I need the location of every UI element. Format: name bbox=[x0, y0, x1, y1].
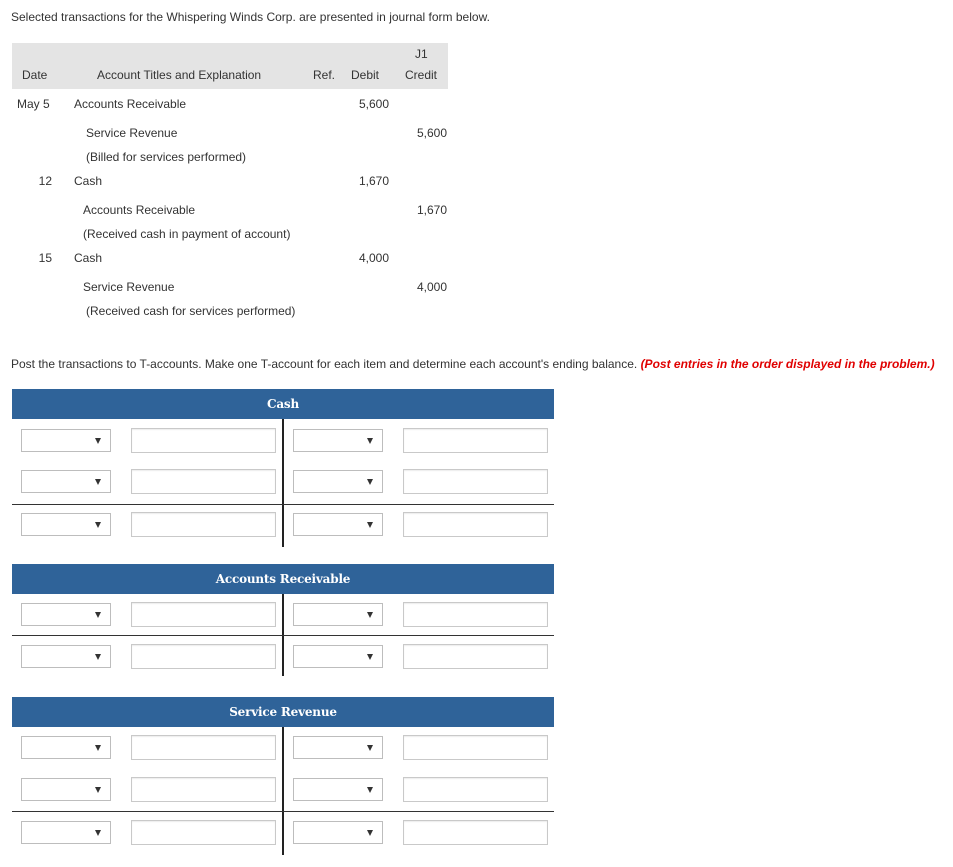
instruction-text bbox=[11, 357, 935, 371]
credit-amount-input[interactable] bbox=[403, 602, 548, 627]
instruction-main: Post the transactions to T-accounts. Make one T-account for each item and determine each account's ending balance. bbox=[11, 357, 641, 371]
balance-debit-select[interactable] bbox=[21, 513, 111, 536]
journal-credit: 1,670 bbox=[416, 203, 447, 217]
taccount-divider bbox=[282, 419, 284, 547]
journal-explanation: (Received cash for services performed) bbox=[86, 304, 296, 318]
dropdown-arrow-icon bbox=[95, 438, 101, 444]
debit-amount-input[interactable] bbox=[131, 777, 276, 802]
balance-credit-select[interactable] bbox=[293, 645, 383, 668]
debit-amount-input[interactable] bbox=[131, 428, 276, 453]
credit-date-select[interactable] bbox=[293, 778, 383, 801]
taccount-rule bbox=[12, 811, 554, 812]
taccount-cash-title: Cash bbox=[12, 389, 554, 419]
credit-date-select[interactable] bbox=[293, 429, 383, 452]
dropdown-arrow-icon bbox=[95, 787, 101, 793]
balance-credit-input[interactable] bbox=[403, 512, 548, 537]
credit-amount-input[interactable] bbox=[403, 469, 548, 494]
credit-amount-input[interactable] bbox=[403, 777, 548, 802]
journal-date: 12 bbox=[38, 174, 52, 188]
dropdown-arrow-icon bbox=[95, 830, 101, 836]
taccount-accounts-receivable-title: Accounts Receivable bbox=[12, 564, 554, 594]
balance-credit-input[interactable] bbox=[403, 644, 548, 669]
debit-date-select[interactable] bbox=[21, 470, 111, 493]
credit-date-select[interactable] bbox=[293, 470, 383, 493]
debit-date-select[interactable] bbox=[21, 736, 111, 759]
credit-date-select[interactable] bbox=[293, 603, 383, 626]
debit-date-select[interactable] bbox=[21, 429, 111, 452]
journal-header bbox=[12, 43, 448, 89]
balance-debit-input[interactable] bbox=[131, 820, 276, 845]
journal-account: Cash bbox=[74, 174, 103, 188]
journal-account: Accounts Receivable bbox=[74, 97, 187, 111]
journal-credit: 5,600 bbox=[416, 126, 447, 140]
debit-amount-input[interactable] bbox=[131, 735, 276, 760]
journal-date: May 5 bbox=[17, 97, 50, 111]
journal-col-titles: Account Titles and Explanation bbox=[97, 68, 262, 82]
debit-date-select[interactable] bbox=[21, 778, 111, 801]
dropdown-arrow-icon bbox=[367, 612, 373, 618]
balance-credit-select[interactable] bbox=[293, 821, 383, 844]
credit-date-select[interactable] bbox=[293, 736, 383, 759]
dropdown-arrow-icon bbox=[367, 479, 373, 485]
journal-debit: 4,000 bbox=[358, 251, 389, 265]
credit-amount-input[interactable] bbox=[403, 735, 548, 760]
journal-debit: 5,600 bbox=[358, 97, 389, 111]
dropdown-arrow-icon bbox=[367, 438, 373, 444]
balance-credit-select[interactable] bbox=[293, 513, 383, 536]
dropdown-arrow-icon bbox=[367, 654, 373, 660]
debit-amount-input[interactable] bbox=[131, 469, 276, 494]
dropdown-arrow-icon bbox=[367, 522, 373, 528]
journal-col-credit: Credit bbox=[405, 68, 438, 82]
journal-explanation: (Received cash in payment of account) bbox=[83, 227, 291, 241]
journal-account: Service Revenue bbox=[83, 280, 175, 294]
journal-col-debit: Debit bbox=[351, 68, 380, 82]
dropdown-arrow-icon bbox=[95, 522, 101, 528]
balance-debit-input[interactable] bbox=[131, 512, 276, 537]
debit-amount-input[interactable] bbox=[131, 602, 276, 627]
journal-col-ref: Ref. bbox=[313, 68, 336, 82]
balance-debit-select[interactable] bbox=[21, 645, 111, 668]
dropdown-arrow-icon bbox=[367, 830, 373, 836]
dropdown-arrow-icon bbox=[95, 654, 101, 660]
debit-date-select[interactable] bbox=[21, 603, 111, 626]
credit-amount-input[interactable] bbox=[403, 428, 548, 453]
journal-account: Accounts Receivable bbox=[83, 203, 196, 217]
journal-explanation: (Billed for services performed) bbox=[86, 150, 247, 164]
journal-id: J1 bbox=[415, 47, 428, 61]
dropdown-arrow-icon bbox=[367, 787, 373, 793]
balance-credit-input[interactable] bbox=[403, 820, 548, 845]
intro-text: Selected transactions for the Whispering Winds Corp. are presented in journal form below. bbox=[11, 10, 490, 24]
journal-debit: 1,670 bbox=[358, 174, 389, 188]
dropdown-arrow-icon bbox=[95, 745, 101, 751]
balance-debit-select[interactable] bbox=[21, 821, 111, 844]
journal-col-date: Date bbox=[22, 68, 48, 82]
journal-credit: 4,000 bbox=[416, 280, 447, 294]
taccount-rule bbox=[12, 635, 554, 636]
journal-account: Cash bbox=[74, 251, 103, 265]
journal-date: 15 bbox=[38, 251, 52, 265]
dropdown-arrow-icon bbox=[367, 745, 373, 751]
taccount-divider bbox=[282, 727, 284, 855]
journal-account: Service Revenue bbox=[86, 126, 178, 140]
dropdown-arrow-icon bbox=[95, 612, 101, 618]
dropdown-arrow-icon bbox=[95, 479, 101, 485]
balance-debit-input[interactable] bbox=[131, 644, 276, 669]
instruction-note: (Post entries in the order displayed in the problem.) bbox=[640, 357, 935, 371]
taccount-service-revenue-title: Service Revenue bbox=[12, 697, 554, 727]
taccount-rule bbox=[12, 504, 554, 505]
